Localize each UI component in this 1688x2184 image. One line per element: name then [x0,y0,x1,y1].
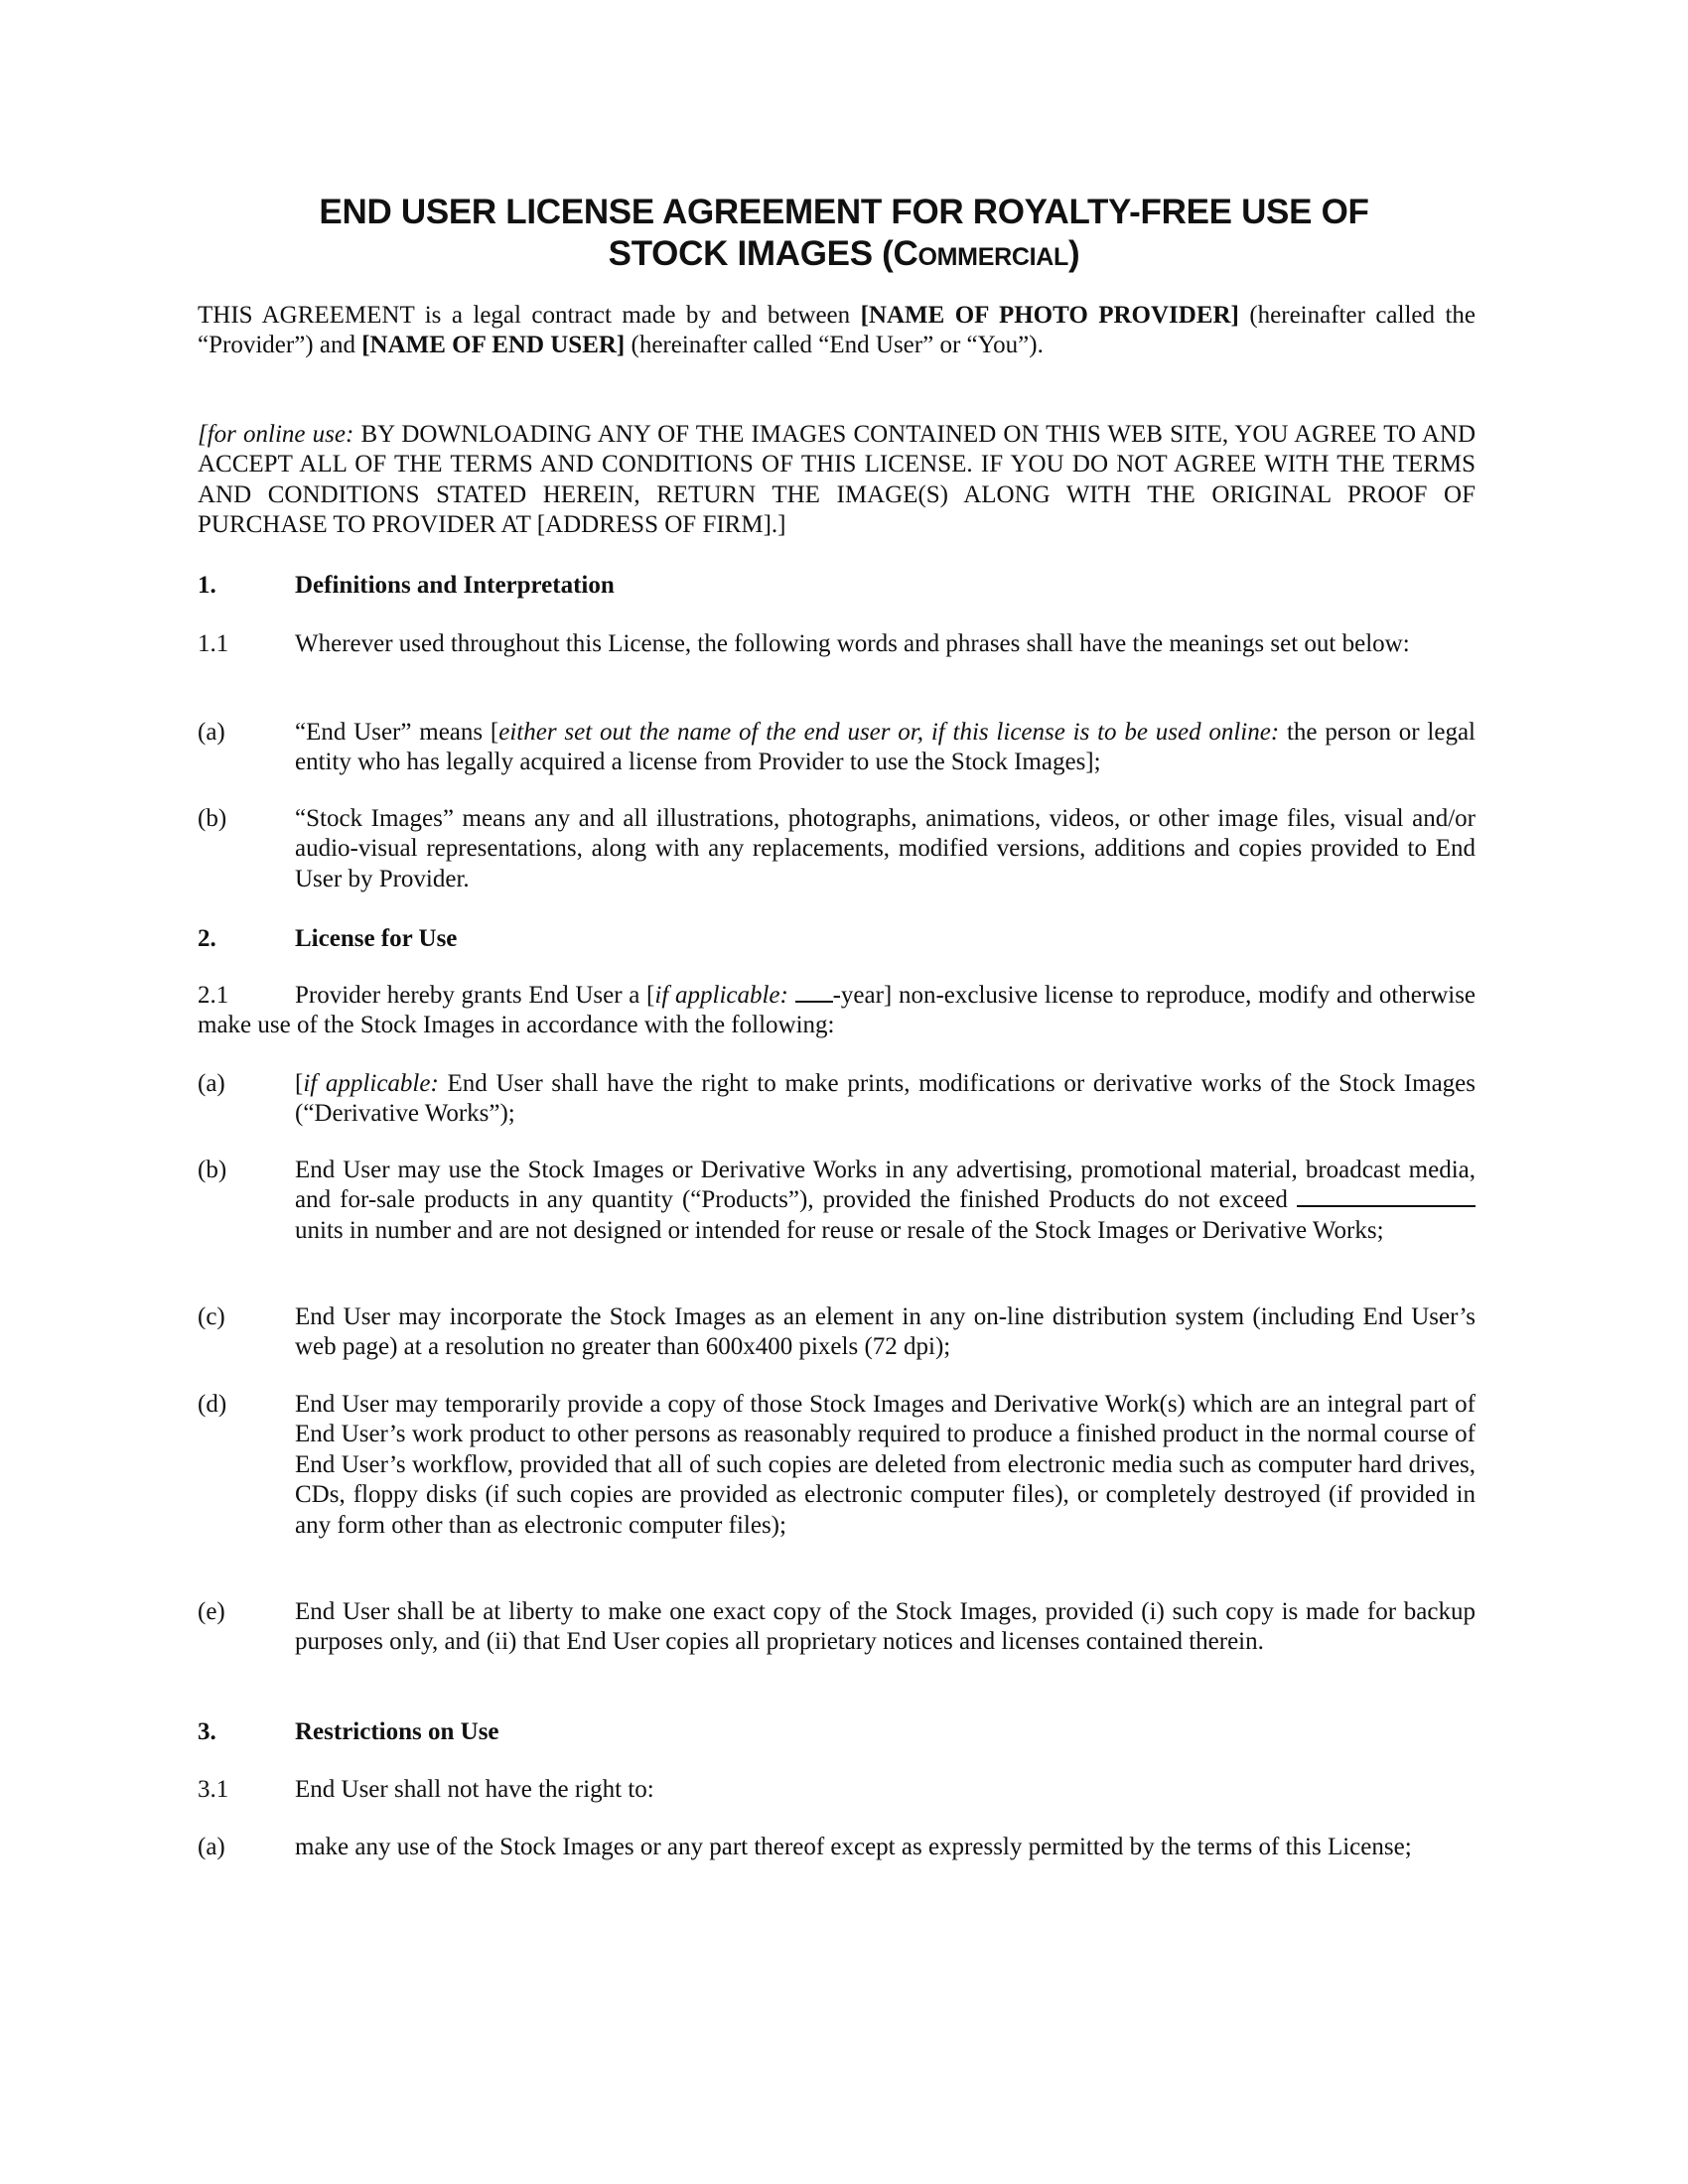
section-title: Definitions and Interpretation [295,572,615,599]
clause-text: Wherever used throughout this License, the following words and phrases shall have the meanings set out below: [295,630,1410,657]
clause-1-1 [198,629,1476,659]
clause-2-1 [198,981,1476,1041]
clause-text: “End User” means [ [295,719,499,746]
clause-2-1-e [198,1597,1476,1658]
title-line-2 [179,233,1509,275]
clause-text: -year] non-exclusive license to reproduce, modify and otherwise make use of the Stock Images in accordance with the following: [198,982,1477,1039]
section-number: 1. [198,572,216,599]
clause-number: (d) [198,1391,227,1418]
intro-text: (hereinafter called the “Provider”) and [198,302,1476,359]
section-3-heading [198,1717,1476,1747]
years-blank[interactable] [795,981,833,1003]
title-commercial: Commercial [893,234,1068,273]
clause-1-1-b [198,804,1476,894]
online-use-text: BY DOWNLOADING ANY OF THE IMAGES CONTAINED ON THIS WEB SITE, YOU AGREE TO AND ACCEPT ALL OF THE TERMS AND CONDITIONS OF THIS LICENSE. IF YOU DO NOT AGREE WITH THE TERMS AND CONDITIONS STATED HEREIN, RETURN THE IMAGE(S) ALONG WITH THE ORIGINAL PROOF OF PURCHASE TO PROVIDER AT [ADDRESS OF FIRM].] [198,421,1476,539]
clause-text: the person or legal entity who has legally acquired a license from Provider to use the Stock Images]; [295,719,1476,776]
clause-text: End User may incorporate the Stock Images as an element in any on-line distribution system (including End User’s web page) at a resolution no greater than 600x400 pixels (72 dpi); [295,1303,1476,1361]
section-title: Restrictions on Use [295,1718,499,1745]
section-number: 2. [198,925,216,952]
clause-1-1-a [198,718,1476,778]
title-paren: ) [1067,234,1080,273]
clause-2-1-d [198,1390,1476,1541]
clause-number: (e) [198,1598,225,1625]
clause-text: End User may use the Stock Images or Derivative Works in any advertising, promotional material, broadcast media, and for-sale products in any quantity (“Products”), provided the finished Products do not exceed [295,1157,1476,1214]
intro-text: THIS AGREEMENT is a legal contract made by and between [198,302,861,329]
clause-number: (b) [198,1157,227,1183]
clause-text: End User shall not have the right to: [295,1776,654,1803]
end-user-name-placeholder: [NAME OF END USER] [361,332,626,359]
clause-text: [ [295,1070,304,1097]
title-line-1: END USER LICENSE AGREEMENT FOR ROYALTY-FREE USE OF [319,193,1369,231]
section-1-heading [198,571,1476,601]
clause-text: Provider hereby grants End User a [ [295,982,655,1009]
clause-text: End User shall be at liberty to make one exact copy of the Stock Images, provided (i) such copy is made for backup purposes only, and (ii) that End User copies all proprietary notices and licenses contained therein. [295,1598,1476,1656]
clause-3-1-a [198,1833,1476,1862]
clause-number: 2.1 [198,982,229,1009]
provider-name-placeholder: [NAME OF PHOTO PROVIDER] [860,302,1239,329]
clause-instruction: if applicable: [654,982,788,1009]
clause-text: “Stock Images” means any and all illustrations, photographs, animations, videos, or other image files, visual and/or audio-visual representations, along with any replacements, modified versions, additions and copies provided to End User by Provider. [295,805,1476,892]
intro-text: (hereinafter called “End User” or “You”). [625,332,1044,359]
section-number: 3. [198,1718,216,1745]
units-blank[interactable] [1297,1185,1476,1207]
clause-text: End User may temporarily provide a copy of those Stock Images and Derivative Work(s) which are an integral part of End User’s work product to other persons as reasonably required to produce a finished product in the normal course of End User’s workflow, provided that all of such copies are deleted from electronic media such as computer hard drives, CDs, floppy disks (if such copies are provided as electronic computer files), or completely destroyed (if provided in any form other than as electronic computer files); [295,1391,1476,1539]
section-title: License for Use [295,925,458,952]
online-use-paragraph [198,420,1476,541]
online-use-label: [for online use: [198,421,354,448]
clause-2-1-a [198,1069,1476,1130]
clause-instruction: either set out the name of the end user or, if this license is to be used online: [498,719,1280,746]
document-title [179,192,1509,275]
clause-number: (a) [198,719,225,746]
intro-paragraph [198,301,1476,361]
section-2-heading [198,924,1476,954]
clause-number: (a) [198,1834,225,1860]
clause-2-1-b [198,1156,1476,1246]
clause-number: (b) [198,805,227,832]
clause-instruction: if applicable: [303,1070,439,1097]
clause-text: units in number and are not designed or intended for reuse or resale of the Stock Images or Derivative Works; [295,1216,1384,1244]
clause-number: (c) [198,1303,225,1330]
clause-number: (a) [198,1070,225,1097]
clause-text: make any use of the Stock Images or any part thereof except as expressly permitted by the terms of this License; [295,1834,1412,1860]
clause-2-1-c [198,1302,1476,1363]
clause-3-1 [198,1775,1476,1805]
clause-text: End User shall have the right to make prints, modifications or derivative works of the Stock Images (“Derivative Works”); [295,1070,1476,1128]
clause-number: 1.1 [198,630,229,657]
clause-number: 3.1 [198,1776,229,1803]
title-text: STOCK IMAGES ( [608,234,894,273]
